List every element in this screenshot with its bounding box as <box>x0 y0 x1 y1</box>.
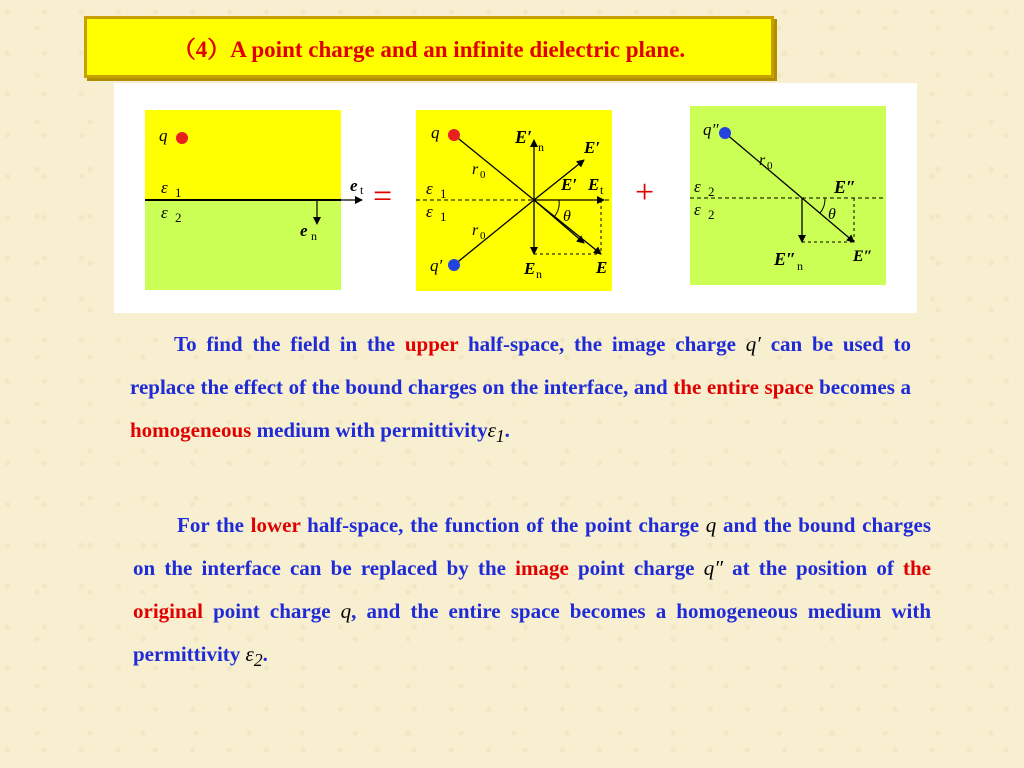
symbol-epsilon-sub: 1 <box>495 426 505 447</box>
et-label: e <box>350 176 358 195</box>
symbol-q: q <box>705 513 717 537</box>
text-run: For the <box>177 513 251 537</box>
highlight-image: image <box>515 556 569 580</box>
text-run: . <box>262 642 268 666</box>
theta-label: θ <box>563 208 571 225</box>
charge-q <box>176 132 188 144</box>
en-prime-label: E′ <box>515 127 533 147</box>
text-run: . <box>504 418 510 442</box>
en-dd-label: E″ <box>774 249 796 269</box>
highlight-upper: upper <box>404 332 459 356</box>
highlight-homogeneous: homogeneous <box>130 418 252 442</box>
text-run: at the position of <box>722 556 903 580</box>
text-run: To find the field in the <box>174 332 405 356</box>
slide-title <box>84 16 774 78</box>
eps-lower-sub: 2 <box>175 210 182 225</box>
image-charge-q-prime <box>448 259 460 271</box>
e-prime-top-label: E′ <box>584 138 601 157</box>
text-run: half-space, the image charge <box>458 332 746 356</box>
en-vector-sub: n <box>536 267 542 281</box>
q-dd-label: q″ <box>703 120 719 139</box>
eps-lower: ε <box>161 203 168 222</box>
equals-sign: = <box>373 178 393 215</box>
r0-label: r <box>759 152 766 169</box>
text-run: medium with permittivity <box>251 418 488 442</box>
e-dd-top-label: E″ <box>834 177 856 197</box>
en-vector-label: E <box>524 259 536 278</box>
r0-label: r <box>472 161 479 178</box>
text-run: , and the entire space becomes a homogeneous medium with permittivity <box>133 599 932 666</box>
q-prime-label: q′ <box>430 256 443 275</box>
text-run: point charge <box>568 556 704 580</box>
paragraph-upper <box>130 323 911 458</box>
q-label: q <box>431 123 440 142</box>
text-run: half-space, the function of the point charge <box>300 513 706 537</box>
e-total-label: E <box>596 258 608 277</box>
eps-upper: ε <box>161 178 168 197</box>
r0-image-label: r <box>472 222 479 239</box>
panel-lower-field <box>690 106 886 285</box>
eps-upper: ε <box>694 177 701 196</box>
text-run: can be used to replace the effect of the bound charges on the interface, and <box>130 332 911 399</box>
text-run: and the bound charges on the interface can be replaced by the <box>133 513 931 580</box>
diagram-panel <box>114 83 917 313</box>
highlight-the-original: the original <box>133 556 931 623</box>
symbol-epsilon-sub: 2 <box>253 650 263 671</box>
eps-upper-sub: 1 <box>440 186 447 201</box>
symbol-epsilon: ε <box>487 418 496 442</box>
symbol-q: q <box>340 599 352 623</box>
eps-upper-sub: 1 <box>175 185 182 200</box>
symbol-epsilon: ε <box>245 642 254 666</box>
en-dd-sub: n <box>797 259 803 273</box>
et-vector-sub: t <box>600 183 604 197</box>
q-label: q <box>159 126 168 145</box>
symbol-q-double-prime: q″ <box>703 556 723 580</box>
panel-interface <box>145 110 364 290</box>
title-text: （4）A point charge and an infinite dielectric plane. <box>172 36 686 62</box>
en-sub: n <box>311 229 317 243</box>
r0-sub: 0 <box>767 160 773 172</box>
e-prime-mid-label: E′ <box>561 175 578 194</box>
plus-sign: + <box>635 174 655 211</box>
text-run: point charge <box>203 599 341 623</box>
text-run: becomes a <box>813 375 911 399</box>
en-label: e <box>300 221 308 240</box>
r0-image-sub: 0 <box>480 230 486 242</box>
eps-upper-sub: 2 <box>708 184 715 199</box>
eps-lower-sub: 2 <box>708 207 715 222</box>
eps-lower: ε <box>426 202 433 221</box>
en-prime-sub: n <box>538 140 544 154</box>
charge-q <box>448 129 460 141</box>
et-vector-label: E <box>588 175 600 194</box>
image-charge-q-double-prime <box>719 127 731 139</box>
theta-label: θ <box>828 206 836 223</box>
r0-sub: 0 <box>480 169 486 181</box>
e-dd-right-label: E″ <box>853 248 873 265</box>
eps-upper: ε <box>426 179 433 198</box>
symbol-q-prime: q′ <box>745 332 761 356</box>
eps-lower-sub: 1 <box>440 209 447 224</box>
eps-lower: ε <box>694 200 701 219</box>
highlight-entire-space: the entire space <box>673 375 814 399</box>
et-sub: t <box>360 183 364 197</box>
highlight-lower: lower <box>250 513 301 537</box>
panel-upper-field <box>416 110 612 291</box>
paragraph-lower <box>133 504 931 682</box>
